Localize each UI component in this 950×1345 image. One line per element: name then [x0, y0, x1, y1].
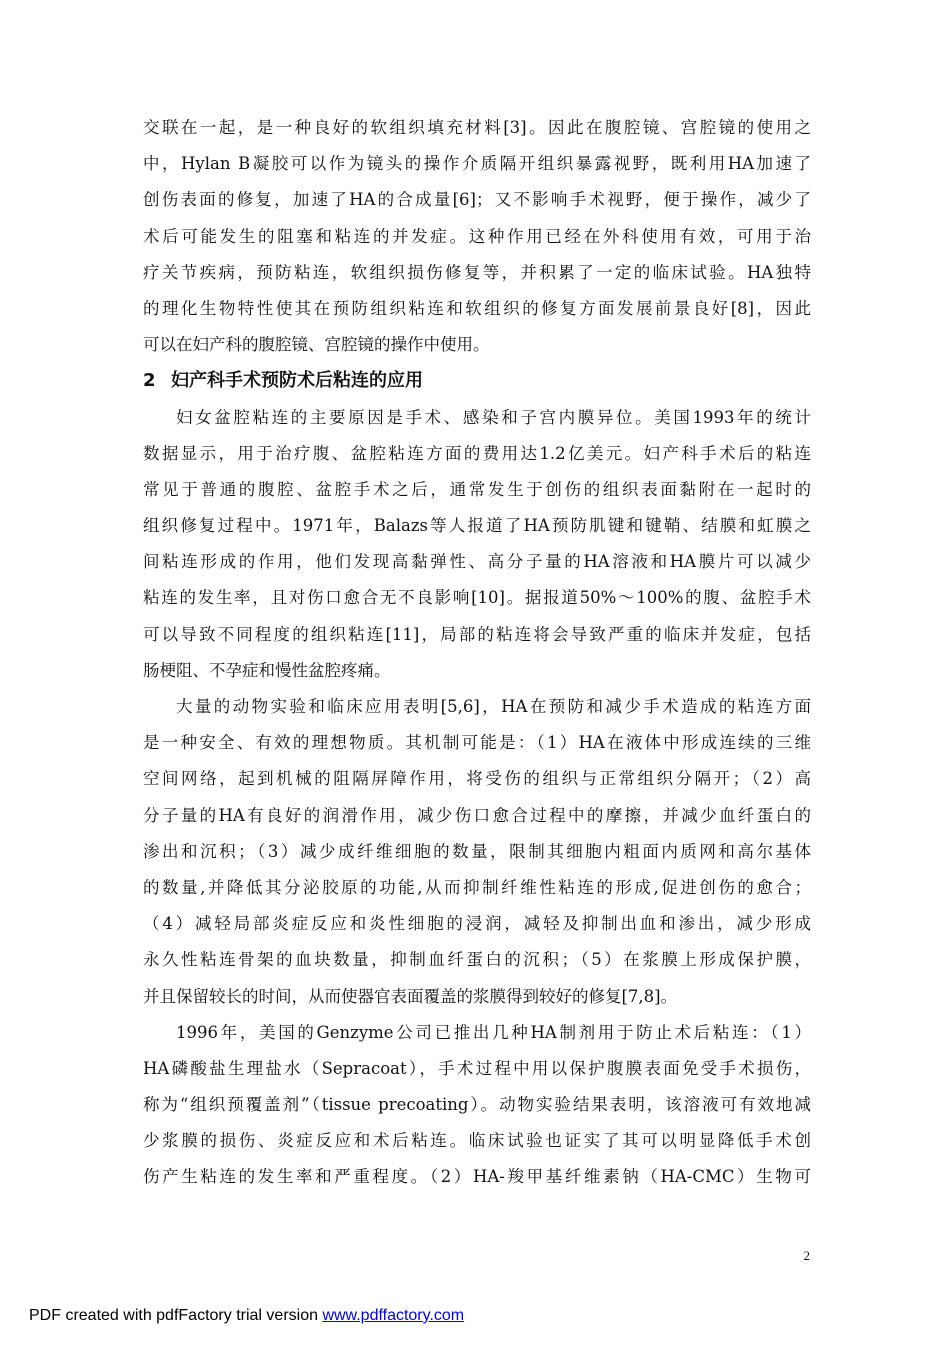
footer-text: PDF created with pdfFactory trial version — [29, 1307, 323, 1324]
text-line: 空间网络，起到机械的阻隔屏障作用，将受伤的组织与正常组织分隔开；（2）高 — [143, 769, 811, 789]
text-line: 可以导致不同程度的组织粘连[11]，局部的粘连将会导致严重的临床并发症，包括 — [143, 624, 811, 644]
text-line: 1996年，美国的Genzyme公司已推出几种HA制剂用于防止术后粘连：（1） — [176, 1022, 811, 1042]
text-line: 永久性粘连骨架的血块数量，抑制血纤蛋白的沉积；（5）在浆膜上形成保护膜， — [143, 950, 811, 970]
text-line: 大量的动物实验和临床应用表明[5,6]，HA在预防和减少手术造成的粘连方面 — [176, 697, 811, 716]
text-line: 肠梗阻、不孕症和慢性盆腔疼痛。 — [143, 660, 391, 680]
text-line: 数据显示，用于治疗腹、盆腔粘连方面的费用达1.2亿美元。妇产科手术后的粘连 — [143, 443, 811, 463]
text-line: 少浆膜的损伤、炎症反应和术后粘连。临床试验也证实了其可以明显降低手术创 — [143, 1131, 811, 1151]
text-line: 的理化生物特性使其在预防组织粘连和软组织的修复方面发展前景良好[8]，因此 — [143, 298, 811, 318]
text-line: （4）减轻局部炎症反应和炎性细胞的浸润，减轻及抑制出血和渗出，减少形成 — [143, 914, 811, 934]
text-line: 创伤表面的修复，加速了HA的合成量[6]；又不影响手术视野，便于操作，减少了 — [143, 190, 811, 210]
text-line: 称为“组织预覆盖剂”（tissue precoating）。动物实验结果表明，该溶液可有效地减 — [143, 1095, 811, 1115]
text-line: 是一种安全、有效的理想物质。其机制可能是：（1）HA在液体中形成连续的三维 — [143, 733, 811, 753]
footer-link[interactable]: www.pdffactory.com — [322, 1307, 465, 1324]
section-title: 妇产科手术预防术后粘连的应用 — [171, 370, 423, 392]
text-line: 间粘连形成的作用，他们发现高黏弹性、高分子量的HA溶液和HA膜片可以减少 — [143, 552, 811, 572]
text-line: 的数量,并降低其分泌胶原的功能,从而抑制纤维性粘连的形成,促进创伤的愈合； — [143, 877, 811, 897]
page-number: 2 — [803, 1248, 810, 1263]
section-heading — [143, 363, 811, 399]
text-line: 粘连的发生率，且对伤口愈合无不良影响[10]。据报道50%～100%的腹、盆腔手术 — [143, 588, 811, 608]
text-line: 伤产生粘连的发生率和严重程度。（2）HA-羧甲基纤维素钠（HA-CMC）生物可 — [143, 1167, 811, 1187]
paragraph — [143, 400, 811, 690]
paragraph — [143, 1015, 811, 1196]
text-line: 疗关节疾病，预防粘连，软组织损伤修复等，并积累了一定的临床试验。HA独特 — [143, 262, 811, 282]
pdf-footer — [29, 1307, 464, 1325]
text-line: HA磷酸盐生理盐水（Sepracoat），手术过程中用以保护腹膜表面免受手术损伤， — [143, 1058, 811, 1078]
text-line: 妇女盆腔粘连的主要原因是手术、感染和子宫内膜异位。美国1993年的统计 — [176, 407, 811, 427]
text-line: 组织修复过程中。1971年，Balazs等人报道了HA预防肌键和键鞘、结膜和虹膜之 — [143, 516, 811, 536]
text-line: 渗出和沉积；（3）减少成纤维细胞的数量，限制其细胞内粗面内质网和高尔基体 — [143, 841, 811, 861]
text-line: 中，Hylan B凝胶可以作为镜头的操作介质隔开组织暴露视野，既利用HA加速了 — [143, 154, 811, 174]
paragraph-continued — [143, 110, 811, 363]
document-body — [143, 110, 811, 1196]
text-line: 并且保留较长的时间，从而使器官表面覆盖的浆膜得到较好的修复[7,8]。 — [143, 986, 678, 1006]
text-line: 术后可能发生的阻塞和粘连的并发症。这种作用已经在外科使用有效，可用于治 — [143, 226, 811, 246]
text-line: 可以在妇产科的腹腔镜、宫腔镜的操作中使用。 — [143, 335, 490, 355]
paragraph — [143, 689, 811, 1015]
text-line: 交联在一起，是一种良好的软组织填充材料[3]。因此在腹腔镜、宫腔镜的使用之 — [143, 118, 811, 137]
text-line: 分子量的HA有良好的润滑作用，减少伤口愈合过程中的摩擦，并减少血纤蛋白的 — [143, 805, 811, 825]
section-number: 2 — [143, 370, 156, 392]
text-line: 常见于普通的腹腔、盆腔手术之后，通常发生于创伤的组织表面黏附在一起时的 — [143, 479, 811, 499]
